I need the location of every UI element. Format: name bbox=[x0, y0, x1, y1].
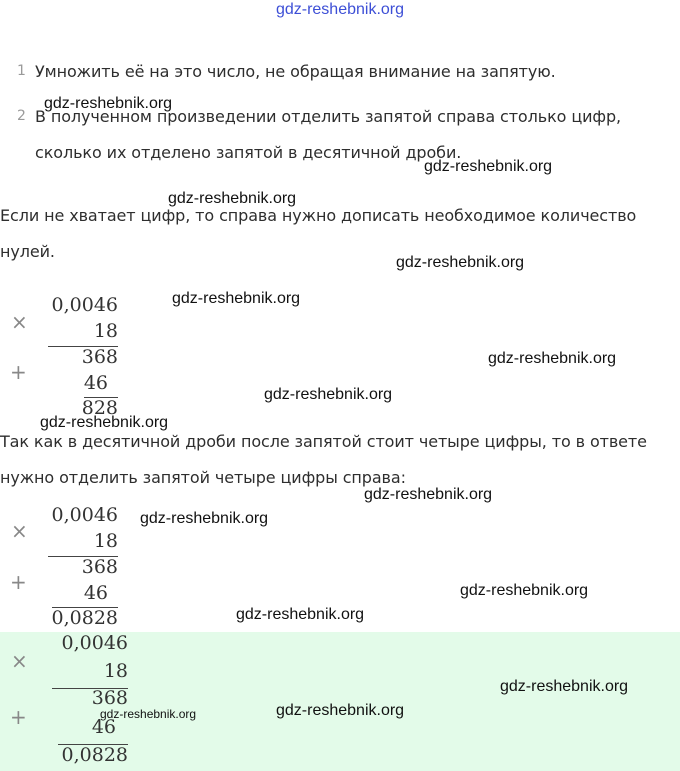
watermark: gdz-reshebnik.org bbox=[500, 678, 629, 695]
step-text: В полученном произведении отделить запятой справа столько цифр, bbox=[35, 107, 622, 126]
multiply-sign: × bbox=[11, 310, 28, 334]
factor: 0,0046 bbox=[61, 632, 128, 654]
multiply-sign: × bbox=[11, 519, 28, 543]
plus-sign: + bbox=[10, 705, 27, 729]
watermark: gdz-reshebnik.org bbox=[364, 486, 493, 503]
watermark: gdz-reshebnik.org bbox=[424, 158, 553, 175]
partial-product: 368 bbox=[81, 556, 118, 578]
result: 828 bbox=[81, 397, 118, 419]
plus-sign: + bbox=[10, 570, 27, 594]
watermark: gdz-reshebnik.org bbox=[236, 606, 365, 623]
plus-sign: + bbox=[10, 360, 27, 384]
partial-product: 46 bbox=[83, 372, 108, 394]
step-number: 1 bbox=[17, 63, 26, 79]
watermark: gdz-reshebnik.org bbox=[264, 386, 393, 403]
result: 0,0828 bbox=[51, 607, 118, 629]
watermark: gdz-reshebnik.org bbox=[460, 582, 589, 599]
factor: 0,0046 bbox=[51, 294, 118, 316]
step-number: 2 bbox=[17, 108, 26, 124]
cut-off-text-line bbox=[60, 14, 420, 20]
partial-product: 46 bbox=[83, 582, 108, 604]
paragraph-line: нулей. bbox=[0, 242, 55, 261]
watermark: gdz-reshebnik.org bbox=[172, 290, 301, 307]
partial-product: 368 bbox=[81, 346, 118, 368]
step-text: Умножить её на это число, не обращая внимание на запятую. bbox=[35, 62, 556, 81]
watermark: gdz-reshebnik.org bbox=[396, 254, 525, 271]
watermark: gdz-reshebnik.org bbox=[40, 414, 169, 431]
factor: 0,0046 bbox=[51, 504, 118, 526]
factor: 18 bbox=[93, 320, 118, 342]
watermark: gdz-reshebnik.org bbox=[44, 95, 173, 112]
paragraph-line: нужно отделить запятой четыре цифры справа: bbox=[0, 468, 406, 487]
result: 0,0828 bbox=[61, 744, 128, 766]
paragraph-line: Если не хватает цифр, то справа нужно дописать необходимое количество bbox=[0, 206, 637, 225]
watermark: gdz-reshebnik.org bbox=[100, 707, 197, 721]
step-text-continued: сколько их отделено запятой в десятичной дроби. bbox=[35, 143, 462, 162]
watermark: gdz-reshebnik.org bbox=[488, 350, 617, 367]
factor: 18 bbox=[103, 660, 128, 682]
watermark: gdz-reshebnik.org bbox=[168, 190, 297, 207]
partial-product: 46 bbox=[91, 716, 116, 738]
top-watermark: gdz-reshebnik.org bbox=[275, 1, 405, 18]
watermark: gdz-reshebnik.org bbox=[140, 510, 269, 527]
factor: 18 bbox=[93, 530, 118, 552]
watermark: gdz-reshebnik.org bbox=[276, 702, 405, 719]
multiply-sign: × bbox=[11, 649, 28, 673]
partial-product: 368 bbox=[91, 687, 128, 709]
paragraph-line: Так как в десятичной дроби после запятой стоит четыре цифры, то в ответе bbox=[0, 432, 647, 451]
